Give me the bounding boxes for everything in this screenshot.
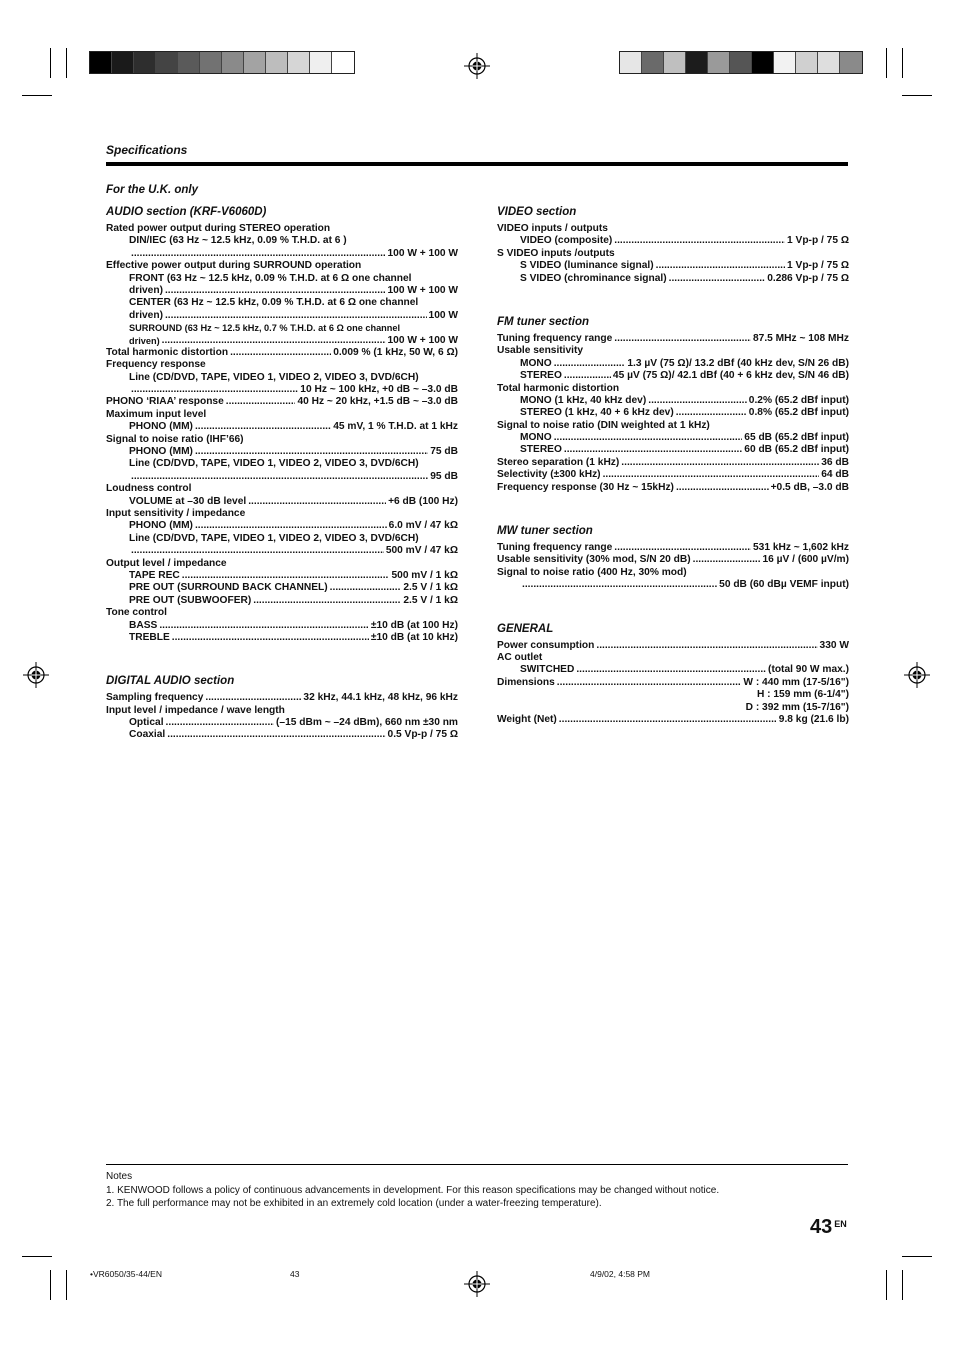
spec-value: W : 440 mm (17-5/16"): [743, 676, 849, 688]
spec-row: [497, 689, 849, 701]
spec-label: Line (CD/DVD, TAPE, VIDEO 1, VIDEO 2, VIDEO 3, DVD/6CH): [129, 371, 419, 383]
fm-tuner-section-title: FM tuner section: [497, 315, 590, 328]
spec-label: MONO (1 kHz, 40 kHz dev): [520, 394, 647, 406]
spec-row: [106, 582, 458, 594]
header-rule: [106, 162, 848, 166]
spec-row: [106, 471, 458, 483]
color-bar-right: [619, 51, 863, 74]
crop-mark: [50, 48, 51, 78]
spec-value: 330 W: [819, 639, 849, 651]
spec-label: DIN/IEC (63 Hz ~ 12.5 kHz, 0.09 % T.H.D. at 6 ): [129, 235, 347, 247]
spec-label: PRE OUT (SUBWOOFER): [129, 594, 252, 606]
spec-label: driven): [129, 335, 160, 346]
color-swatch: [708, 52, 730, 73]
spec-row: [106, 705, 458, 717]
color-swatch: [642, 52, 664, 73]
spec-row: [106, 384, 458, 396]
spec-value: 100 W + 100 W: [387, 247, 458, 259]
spec-value: +6 dB (100 Hz): [388, 495, 458, 507]
dot-leader: [195, 446, 428, 458]
crop-mark: [50, 1270, 51, 1300]
dot-leader: [159, 620, 369, 632]
spec-row: [106, 297, 458, 309]
fm-tuner-spec-list: [497, 333, 849, 494]
dot-leader: [656, 260, 785, 272]
spec-label: Coaxial: [129, 729, 166, 741]
spec-label: SURROUND (63 Hz ~ 12.5 kHz, 0.7 % T.H.D. at 6 Ω one channel: [129, 323, 401, 334]
dot-leader: [648, 395, 747, 407]
dot-leader: [614, 333, 751, 345]
spec-row: [106, 285, 458, 297]
crop-mark: [902, 48, 903, 78]
spec-value: 100 W + 100 W: [387, 334, 458, 346]
color-swatch: [222, 52, 244, 73]
dot-leader: [603, 469, 820, 481]
general-section-title: GENERAL: [497, 622, 554, 635]
spec-row: [106, 520, 458, 532]
spec-value: 2.5 V / 1 kΩ: [403, 594, 458, 606]
audio-section-title: AUDIO section (KRF-V6060D): [106, 206, 267, 218]
spec-label: Total harmonic distortion: [106, 346, 229, 358]
spec-row: [106, 620, 458, 632]
spec-label: STEREO: [520, 370, 562, 382]
spec-row: [106, 508, 458, 520]
note-item: 1. KENWOOD follows a policy of continuous advancements in development. For this reason specifications may be changed without notice.: [106, 1184, 720, 1196]
dot-leader: [182, 570, 390, 582]
spec-row: [497, 420, 849, 432]
spec-value: 100 W + 100 W: [387, 284, 458, 296]
dot-leader: [226, 396, 296, 408]
spec-label: Selectivity (±300 kHz): [497, 469, 601, 481]
spec-value: 500 mV / 1 kΩ: [391, 569, 458, 581]
spec-label: Maximum input level: [106, 408, 207, 420]
spec-row: [106, 235, 458, 247]
spec-row: [497, 383, 849, 395]
dot-leader: [676, 407, 747, 419]
dot-leader: [554, 358, 626, 370]
spec-label: Output level / impedance: [106, 557, 227, 569]
spec-label: Line (CD/DVD, TAPE, VIDEO 1, VIDEO 2, VIDEO 3, DVD/6CH): [129, 458, 419, 470]
dot-leader: [676, 482, 769, 494]
spec-label: Dimensions: [497, 676, 555, 688]
spec-label: Signal to noise ratio (400 Hz, 30% mod): [497, 566, 687, 578]
spec-row: [106, 248, 458, 260]
spec-value: 36 dB: [821, 456, 849, 468]
color-swatch: [840, 52, 862, 73]
spec-row: [106, 483, 458, 495]
spec-value: D : 392 mm (15-7/16"): [745, 701, 849, 713]
color-bar-left: [89, 51, 355, 74]
spec-value: 0.286 Vp-p / 75 Ω: [767, 272, 849, 284]
dot-leader: [669, 273, 766, 285]
spec-row: [497, 395, 849, 407]
spec-label: Line (CD/DVD, TAPE, VIDEO 1, VIDEO 2, VIDEO 3, DVD/6CH): [129, 532, 419, 544]
spec-row: [497, 235, 849, 247]
spec-label: PHONO ‘RIAA’ response: [106, 396, 224, 408]
spec-label: TREBLE: [129, 631, 170, 643]
spec-label: Frequency response: [106, 359, 206, 371]
spec-row: [497, 273, 849, 285]
video-section-title: VIDEO section: [497, 206, 577, 218]
spec-value: 1.3 µV (75 Ω)/ 13.2 dBf (40 kHz dev, S/N 26 dB): [627, 357, 849, 369]
spec-value: H : 159 mm (6-1/4"): [756, 689, 849, 701]
footer-file-code: •VR6050/35-44/EN: [90, 1269, 162, 1279]
dot-leader: [576, 664, 766, 676]
spec-value: 10 Hz ~ 100 kHz, +0 dB ~ –3.0 dB: [300, 384, 458, 396]
spec-value: (–15 dBm ~ –24 dBm), 660 nm ±30 nm: [276, 717, 458, 729]
spec-row: [106, 396, 458, 408]
dot-leader: [131, 545, 384, 557]
color-swatch: [266, 52, 288, 73]
spec-row: [497, 333, 849, 345]
spec-row: [497, 444, 849, 456]
dot-leader: [172, 632, 369, 644]
spec-label: VOLUME at –30 dB level: [129, 495, 247, 507]
spec-label: STEREO (1 kHz, 40 + 6 kHz dev): [520, 407, 674, 419]
spec-row: [497, 345, 849, 357]
dot-leader: [253, 595, 401, 607]
color-swatch: [178, 52, 200, 73]
spec-label: CENTER (63 Hz ~ 12.5 kHz, 0.09 % T.H.D. at 6 Ω one channel: [129, 297, 419, 309]
crop-mark: [902, 95, 932, 96]
spec-value: 40 Hz ~ 20 kHz, +1.5 dB ~ –3.0 dB: [297, 396, 458, 408]
page-number-value: 43: [810, 1216, 833, 1238]
spec-value: 0.009 % (1 kHz, 50 W, 6 Ω): [333, 346, 458, 358]
dot-leader: [693, 554, 761, 566]
registration-target-icon: [904, 662, 930, 688]
spec-value: 6.0 mV / 47 kΩ: [388, 520, 458, 532]
spec-value: 32 kHz, 44.1 kHz, 48 kHz, 96 kHz: [303, 692, 458, 704]
registration-target-icon: [464, 53, 490, 79]
notes-block: [106, 1164, 848, 1211]
spec-row: [106, 595, 458, 607]
dot-leader: [559, 714, 777, 726]
dot-leader: [557, 677, 742, 689]
spec-row: [106, 458, 458, 470]
region-note: For the U.K. only: [106, 184, 198, 196]
spec-row: [106, 322, 458, 334]
spec-row: [497, 567, 849, 579]
spec-row: [106, 434, 458, 446]
spec-value: 50 dB (60 dBµ VEMF input): [719, 579, 849, 591]
spec-label: VIDEO (composite): [520, 235, 613, 247]
dot-leader: [230, 347, 331, 359]
spec-label: S VIDEO inputs /outputs: [497, 247, 615, 259]
spec-value: 1 Vp-p / 75 Ω: [787, 235, 849, 247]
crop-mark: [66, 1270, 67, 1300]
spec-label: driven): [129, 284, 163, 296]
spec-value: 45 µV (75 Ω)/ 42.1 dBf (40 + 6 kHz dev, S/N 46 dB): [612, 370, 849, 382]
spec-value: 60 dB (65.2 dBf input): [744, 444, 849, 456]
footer-datetime: 4/9/02, 4:58 PM: [590, 1269, 651, 1279]
spec-row: [106, 692, 458, 704]
spec-value: 64 dB: [821, 469, 849, 481]
spec-row: [106, 570, 458, 582]
dot-leader: [614, 542, 751, 554]
mw-tuner-section-title: MW tuner section: [497, 525, 593, 538]
spec-label: Loudness control: [106, 483, 192, 495]
spec-label: Signal to noise ratio (IHF’66): [106, 433, 244, 445]
spec-label: PHONO (MM): [129, 520, 193, 532]
spec-row: [106, 446, 458, 458]
digital-audio-spec-list: [106, 692, 458, 742]
spec-label: FRONT (63 Hz ~ 12.5 kHz, 0.09 % T.H.D. at 6 Ω one channel: [129, 272, 412, 284]
color-swatch: [774, 52, 796, 73]
color-swatch: [310, 52, 332, 73]
spec-row: [497, 677, 849, 689]
spec-row: [497, 554, 849, 566]
spec-row: [106, 372, 458, 384]
color-swatch: [112, 52, 134, 73]
color-swatch: [752, 52, 774, 73]
spec-row: [497, 432, 849, 444]
spec-value: ±10 dB (at 100 Hz): [370, 619, 458, 631]
crop-mark: [902, 1270, 903, 1300]
dot-leader: [167, 729, 385, 741]
crop-mark: [22, 1256, 52, 1257]
page-language: EN: [834, 1219, 847, 1229]
crop-mark: [22, 95, 52, 96]
dot-leader: [621, 457, 819, 469]
spec-label: PHONO (MM): [129, 421, 193, 433]
spec-label: BASS: [129, 619, 158, 631]
spec-label: Effective power output during SURROUND operation: [106, 260, 362, 272]
spec-value: 9.8 kg (21.6 lb): [778, 713, 849, 725]
audio-spec-list: [106, 223, 458, 644]
spec-row: [497, 702, 849, 714]
dot-leader: [596, 640, 817, 652]
spec-row: [106, 632, 458, 644]
spec-label: Total harmonic distortion: [497, 382, 620, 394]
spec-row: [497, 714, 849, 726]
video-spec-list: [497, 223, 849, 285]
spec-row: [497, 358, 849, 370]
spec-row: [106, 260, 458, 272]
spec-label: S VIDEO (luminance signal): [520, 260, 654, 272]
spec-label: Signal to noise ratio (DIN weighted at 1 kHz): [497, 419, 710, 431]
spec-label: PRE OUT (SURROUND BACK CHANNEL): [129, 582, 328, 594]
spec-row: [106, 409, 458, 421]
spec-label: Usable sensitivity: [497, 345, 584, 357]
spec-value: ±10 dB (at 10 kHz): [370, 631, 458, 643]
spec-value: 95 dB: [430, 470, 458, 482]
spec-label: Input sensitivity / impedance: [106, 507, 246, 519]
dot-leader: [131, 471, 428, 483]
dot-leader: [564, 370, 611, 382]
notes-heading: Notes: [106, 1171, 133, 1182]
footer-page: 43: [290, 1269, 300, 1279]
spec-label: Tuning frequency range: [497, 542, 613, 554]
spec-value: +0.5 dB, –3.0 dB: [770, 481, 849, 493]
dot-leader: [564, 444, 742, 456]
left-column: [106, 183, 458, 742]
spec-label: Frequency response (30 Hz ~ 15kHz): [497, 481, 674, 493]
spec-row: [106, 533, 458, 545]
spec-label: Sampling frequency: [106, 692, 204, 704]
spec-label: Power consumption: [497, 639, 595, 651]
spec-row: [106, 496, 458, 508]
spec-row: [497, 640, 849, 652]
spec-value: 16 µV / (600 µV/m): [762, 554, 849, 566]
spec-label: Rated power output during STEREO operation: [106, 223, 331, 234]
general-spec-list: [497, 640, 849, 727]
spec-value: 75 dB: [430, 446, 458, 458]
dot-leader: [205, 692, 301, 704]
spec-value: 0.2% (65.2 dBf input): [748, 394, 849, 406]
spec-label: Tuning frequency range: [497, 332, 613, 344]
spec-label: Input level / impedance / wave length: [106, 704, 285, 716]
spec-label: AC outlet: [497, 651, 543, 663]
spec-row: [106, 310, 458, 322]
registration-target-icon: [464, 1271, 490, 1297]
spec-row: [497, 482, 849, 494]
spec-value: 500 mV / 47 kΩ: [385, 545, 458, 557]
spec-label: Usable sensitivity (30% mod, S/N 20 dB): [497, 554, 691, 566]
spec-row: [497, 260, 849, 272]
spec-value: 531 kHz ~ 1,602 kHz: [753, 542, 849, 554]
spec-row: [497, 664, 849, 676]
spec-row: [106, 347, 458, 359]
color-swatch: [90, 52, 112, 73]
dot-leader: [522, 579, 717, 591]
crop-mark: [902, 1256, 932, 1257]
dot-leader: [554, 432, 743, 444]
spec-label: Weight (Net): [497, 713, 557, 725]
spec-label: driven): [129, 309, 163, 321]
spec-value: 1 Vp-p / 75 Ω: [787, 260, 849, 272]
spec-row: [106, 273, 458, 285]
spec-row: [497, 223, 849, 235]
color-swatch: [664, 52, 686, 73]
spec-row: [497, 248, 849, 260]
dot-leader: [195, 520, 387, 532]
note-item: 2. The full performance may not be exhibited in an extremely cold location (under a water-freezing temperature).: [106, 1198, 602, 1209]
dot-leader: [165, 285, 386, 297]
color-swatch: [244, 52, 266, 73]
registration-target-icon: [23, 662, 49, 688]
spec-row: [106, 335, 458, 347]
dot-leader: [248, 496, 386, 508]
spec-row: [497, 542, 849, 554]
spec-label: S VIDEO (chrominance signal): [520, 272, 667, 284]
spec-row: [497, 457, 849, 469]
color-swatch: [200, 52, 222, 73]
right-column: [497, 205, 849, 726]
page-number: [810, 1216, 847, 1239]
spec-row: [497, 579, 849, 591]
color-swatch: [134, 52, 156, 73]
spec-label: VIDEO inputs / outputs: [497, 223, 608, 234]
mw-tuner-spec-list: [497, 542, 849, 592]
dot-leader: [330, 582, 402, 594]
spec-value: 0.5 Vp-p / 75 Ω: [387, 729, 458, 741]
spec-row: [106, 359, 458, 371]
spec-value: 0.8% (65.2 dBf input): [748, 407, 849, 419]
digital-audio-section-title: DIGITAL AUDIO section: [106, 675, 235, 688]
color-swatch: [620, 52, 642, 73]
spec-row: [497, 407, 849, 419]
spec-label: MONO: [520, 432, 552, 444]
spec-value: 45 mV, 1 % T.H.D. at 1 kHz: [333, 421, 458, 433]
crop-mark: [66, 48, 67, 78]
spec-value: (total 90 W max.): [768, 664, 849, 676]
spec-row: [106, 421, 458, 433]
spec-row: [106, 223, 458, 235]
spec-label: STEREO: [520, 444, 562, 456]
page-section-label: Specifications: [106, 143, 188, 157]
spec-row: [106, 607, 458, 619]
spec-row: [106, 545, 458, 557]
spec-label: TAPE REC: [129, 569, 180, 581]
spec-row: [106, 558, 458, 570]
dot-leader: [614, 235, 785, 247]
dot-leader: [131, 384, 298, 396]
dot-leader: [131, 248, 386, 260]
dot-leader: [165, 310, 427, 322]
spec-label: Optical: [129, 717, 164, 729]
dot-leader: [195, 421, 331, 433]
spec-value: 87.5 MHz ~ 108 MHz: [753, 332, 849, 344]
spec-row: [497, 469, 849, 481]
spec-label: SWITCHED: [520, 664, 575, 676]
color-swatch: [818, 52, 840, 73]
color-swatch: [686, 52, 708, 73]
color-swatch: [288, 52, 310, 73]
dot-leader: [166, 717, 274, 729]
spec-row: [497, 652, 849, 664]
spec-value: 65 dB (65.2 dBf input): [744, 432, 849, 444]
spec-value: 100 W: [428, 309, 458, 321]
spec-label: MONO: [520, 357, 552, 369]
color-swatch: [730, 52, 752, 73]
spec-label: Tone control: [106, 607, 167, 619]
spec-label: PHONO (MM): [129, 446, 193, 458]
spec-row: [497, 370, 849, 382]
spec-label: Stereo separation (1 kHz): [497, 456, 620, 468]
color-swatch: [332, 52, 354, 73]
spec-row: [106, 729, 458, 741]
spec-value: 2.5 V / 1 kΩ: [403, 582, 458, 594]
color-swatch: [156, 52, 178, 73]
dot-leader: [162, 335, 386, 347]
spec-row: [106, 717, 458, 729]
crop-mark: [886, 1270, 887, 1300]
color-swatch: [796, 52, 818, 73]
crop-mark: [886, 48, 887, 78]
